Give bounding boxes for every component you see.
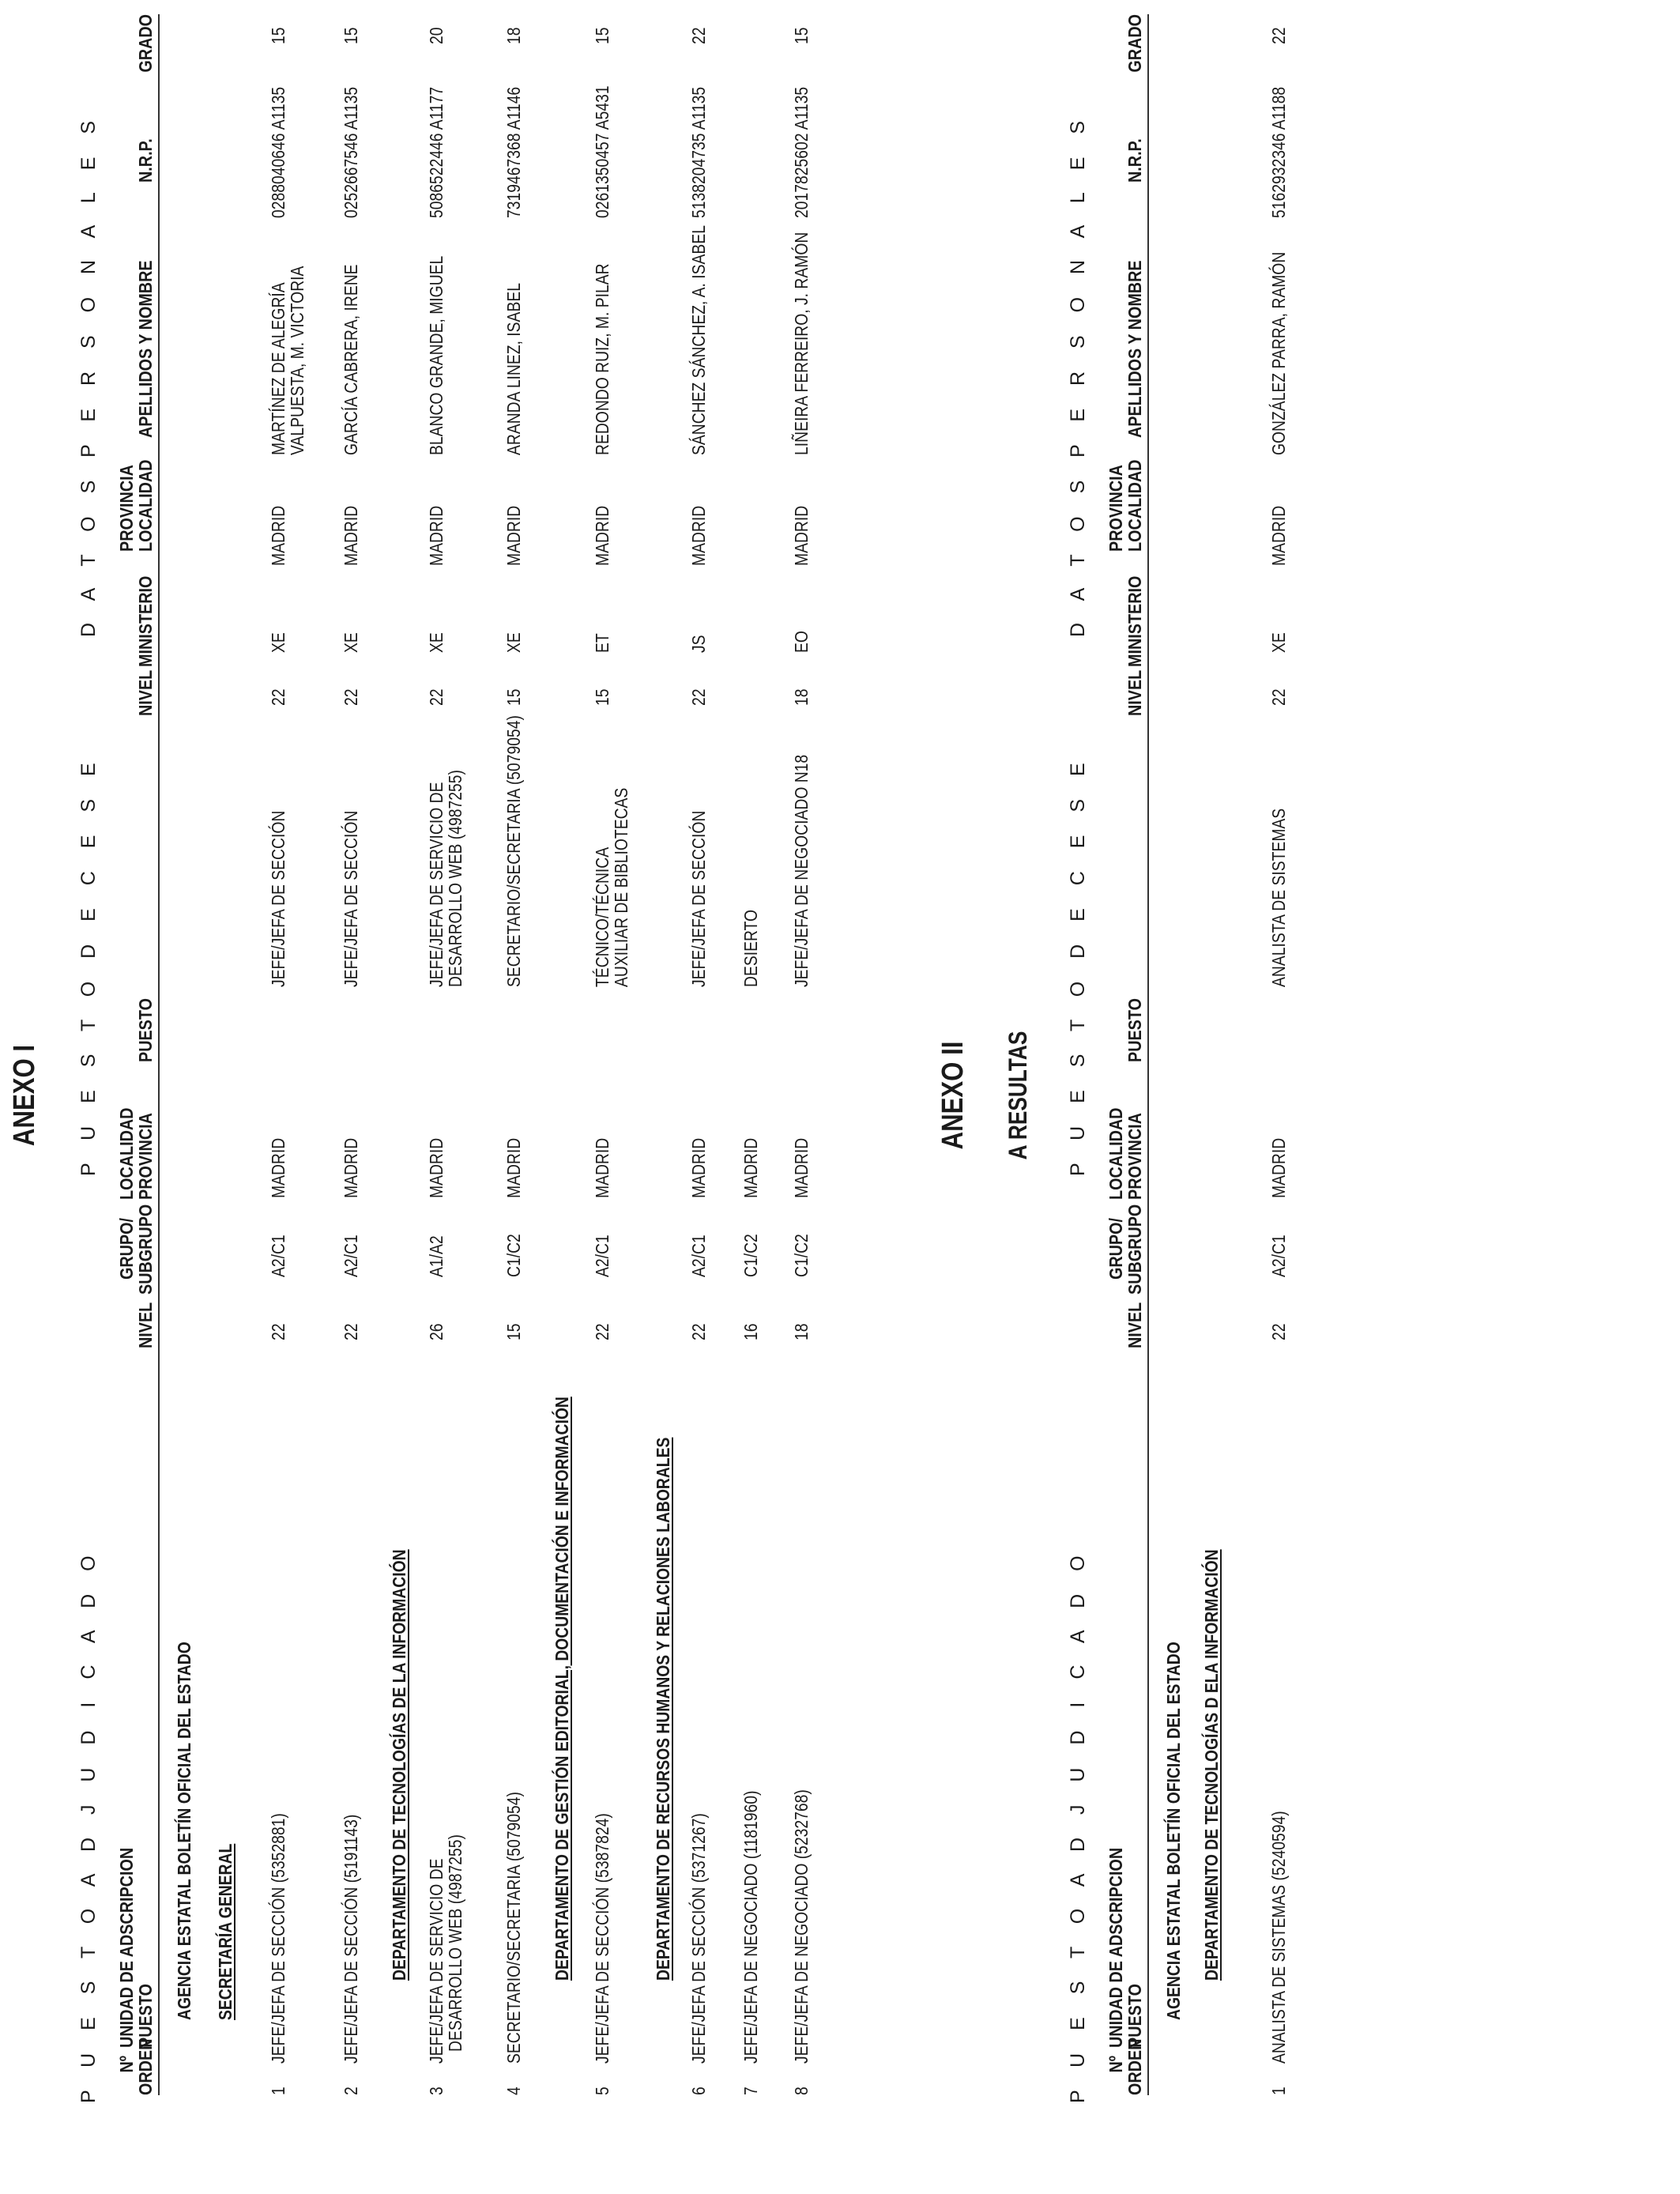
- row-puesto: JEFE/JEFA DE SECCIÓN (5352881): [268, 1813, 288, 2064]
- row-puesto-2: DESARROLLO WEB (4987255): [445, 1834, 465, 2052]
- row-localidad: MADRID: [426, 1137, 446, 1198]
- row-localidad: MADRID: [268, 1137, 288, 1198]
- hdr-localidad-b: PROVINCIA: [135, 1113, 156, 1200]
- hdr2-grupo-a: GRUPO/: [1106, 1218, 1126, 1280]
- hdr-apellidos: APELLIDOS Y NOMBRE: [135, 260, 156, 438]
- annex1-header-rule: [158, 14, 160, 2095]
- row-nivel-cese: 22: [426, 688, 446, 706]
- row-ministerio: EO: [791, 631, 812, 653]
- annex2-group-puesto-adjudicado: P U E S T O A D J U D I C A D O: [1067, 1547, 1089, 2103]
- row-orden: 4: [503, 2087, 524, 2095]
- row-grupo: A2/C1: [592, 1235, 612, 1277]
- hdr2-unidad-b: PUESTO: [1124, 1984, 1145, 2048]
- row-orden: 2: [341, 2087, 361, 2095]
- annex2-dept: DEPARTAMENTO DE TECNOLOGÍAS D ELA INFORMACIÓN: [1201, 1549, 1222, 1981]
- row-orden: 6: [688, 2087, 709, 2095]
- row-provincia: MADRID: [592, 505, 612, 566]
- hdr2-grupo-b: SUBGRUPO: [1124, 1204, 1145, 1295]
- row-orden: 8: [791, 2087, 812, 2095]
- row-localidad: MADRID: [592, 1137, 612, 1198]
- row-grupo: A2/C1: [1268, 1235, 1289, 1277]
- hdr-nrp: N.R.P.: [135, 138, 156, 183]
- row-puesto-cese-2: AUXILIAR DE BIBLIOTECAS: [611, 787, 631, 987]
- row-ministerio: XE: [426, 632, 446, 653]
- annex1-group-puesto-cese: P U E S T O D E C E S E: [77, 754, 100, 1176]
- row-puesto-cese: JEFE/JEFA DE SECCIÓN: [341, 810, 361, 987]
- hdr-orden-b: ORDEN: [135, 2038, 156, 2095]
- hdr2-nivel: NIVEL: [1124, 1302, 1145, 1348]
- row-nrp: 5138204735 A1135: [688, 86, 709, 218]
- row-nivel-cese: 22: [1268, 688, 1289, 706]
- row-nivel-cese: 15: [503, 688, 524, 706]
- row-provincia: MADRID: [341, 505, 361, 566]
- row-nivel: 22: [1268, 1323, 1289, 1340]
- annex1-secretaria-general: SECRETARÍA GENERAL: [215, 1843, 235, 2020]
- hdr-grado: GRADO: [135, 14, 156, 73]
- row-nrp: 0261350457 A5431: [592, 85, 612, 218]
- row-orden: 1: [1268, 2087, 1289, 2095]
- annex2-group-datos-personales: D A T O S P E R S O N A L E S: [1067, 111, 1089, 637]
- row-puesto: JEFE/JEFA DE SERVICIO DE: [426, 1858, 446, 2064]
- row-localidad: MADRID: [1268, 1137, 1289, 1198]
- annex1-dept-tecnologias: DEPARTAMENTO DE TECNOLOGÍAS DE LA INFORMACIÓN: [389, 1549, 409, 1981]
- hdr-puesto: PUESTO: [135, 998, 156, 1062]
- row-nombre: GONZÁLEZ PARRA, RAMÓN: [1268, 251, 1289, 455]
- row-nrp: 2017825602 A1135: [791, 86, 812, 218]
- row-provincia: MADRID: [791, 505, 812, 566]
- annex2-agency: AGENCIA ESTATAL BOLETÍN OFICIAL DEL ESTADO: [1163, 1642, 1184, 2020]
- hdr2-ministerio: MINISTERIO: [1124, 575, 1145, 667]
- row-localidad: MADRID: [503, 1137, 524, 1198]
- row-puesto: JEFE/JEFA DE NEGOCIADO (1181960): [740, 1790, 761, 2064]
- row-puesto-cese: SECRETARIO/SECRETARIA (5079054): [503, 715, 524, 987]
- row-grupo: C1/C2: [503, 1234, 524, 1277]
- hdr2-provincia-a: PROVINCIA: [1106, 465, 1126, 552]
- hdr-nivel-cese: NIVEL: [135, 669, 156, 716]
- row-puesto-cese: JEFE/JEFA DE SECCIÓN: [688, 810, 709, 987]
- row-grado: 22: [688, 27, 709, 44]
- row-nivel: 18: [791, 1323, 812, 1340]
- row-nombre: MARTÍNEZ DE ALEGRÍA: [268, 282, 288, 455]
- hdr2-grado: GRADO: [1124, 14, 1145, 73]
- row-puesto-cese: JEFE/JEFA DE SERVICIO DE: [426, 782, 446, 987]
- row-grado: 22: [1268, 27, 1289, 44]
- row-nombre: LIÑEIRA FERREIRO, J. RAMÓN: [791, 232, 812, 455]
- hdr2-provincia-b: LOCALIDAD: [1124, 459, 1145, 552]
- row-orden: 5: [592, 2087, 612, 2095]
- hdr2-unidad-a: UNIDAD DE ADSCRIPCION: [1106, 1847, 1126, 2048]
- annex1-dept-rrhh: DEPARTAMENTO DE RECURSOS HUMANOS Y RELACIONES LABORALES: [653, 1437, 673, 1981]
- hdr-unidad-a: UNIDAD DE ADSCRIPCION: [116, 1847, 137, 2048]
- row-nrp: 5086522446 A1177: [426, 86, 446, 218]
- hdr2-apellidos: APELLIDOS Y NOMBRE: [1124, 260, 1145, 438]
- hdr2-localidad-a: LOCALIDAD: [1106, 1107, 1126, 1200]
- row-grado: 15: [341, 27, 361, 44]
- row-puesto: SECRETARIO/SECRETARIA (5079054): [503, 1792, 524, 2064]
- annex1-title: ANEXO I: [8, 1044, 41, 1147]
- row-provincia: MADRID: [268, 505, 288, 566]
- row-nrp: 0252667546 A1135: [341, 86, 361, 218]
- annex2-title: ANEXO II: [936, 1041, 970, 1150]
- row-nivel: 22: [688, 1323, 709, 1340]
- row-nrp: 7319467368 A1146: [503, 86, 524, 218]
- row-orden: 1: [268, 2087, 288, 2095]
- row-ministerio: XE: [1268, 632, 1289, 653]
- row-puesto-cese: JEFE/JEFA DE NEGOCIADO N18: [791, 754, 812, 987]
- row-nivel-cese: 18: [791, 688, 812, 706]
- row-nivel: 22: [341, 1323, 361, 1340]
- row-nivel-cese: 22: [268, 688, 288, 706]
- row-grupo: A2/C1: [688, 1235, 709, 1277]
- row-nombre: ARANDA LINEZ, ISABEL: [503, 283, 524, 455]
- annex1-dept-gestion: DEPARTAMENTO DE GESTIÓN EDITORIAL, DOCUMENTACIÓN E INFORMACIÓN: [552, 1397, 572, 1981]
- annex2-subtitle: A RESULTAS: [1004, 1031, 1032, 1160]
- row-puesto: ANALISTA DE SISTEMAS (5240594): [1268, 1811, 1289, 2064]
- row-nivel: 15: [503, 1323, 524, 1340]
- row-localidad: MADRID: [688, 1137, 709, 1198]
- row-ministerio: XE: [268, 632, 288, 653]
- hdr-provincia-b: LOCALIDAD: [135, 459, 156, 552]
- row-puesto: JEFE/JEFA DE SECCIÓN (5191143): [341, 1814, 361, 2064]
- row-grado: 15: [268, 27, 288, 44]
- row-nrp: 5162932346 A1188: [1268, 86, 1289, 218]
- row-provincia: MADRID: [503, 505, 524, 566]
- hdr-grupo-a: GRUPO/: [116, 1218, 137, 1280]
- hdr-orden-a: Nº: [116, 2056, 137, 2073]
- row-orden: 3: [426, 2087, 446, 2095]
- hdr-provincia-a: PROVINCIA: [116, 465, 137, 552]
- row-nombre: GARCÍA CABRERA, IRENE: [341, 264, 361, 455]
- row-nivel: 16: [740, 1323, 761, 1340]
- row-puesto-cese: DESIERTO: [740, 909, 761, 987]
- annex2-group-puesto-cese: P U E S T O D E C E S E: [1067, 754, 1089, 1176]
- row-grupo: A2/C1: [268, 1235, 288, 1277]
- row-grupo: A1/A2: [426, 1235, 446, 1277]
- row-nombre: REDONDO RUIZ, M. PILAR: [592, 263, 612, 455]
- row-grupo: C1/C2: [791, 1234, 812, 1277]
- hdr2-puesto: PUESTO: [1124, 998, 1145, 1062]
- hdr2-orden-b: ORDEN: [1124, 2038, 1145, 2095]
- row-nivel: 22: [268, 1323, 288, 1340]
- row-ministerio: XE: [341, 632, 361, 653]
- annex1-agency: AGENCIA ESTATAL BOLETÍN OFICIAL DEL ESTADO: [174, 1642, 194, 2020]
- row-nivel-cese: 22: [341, 688, 361, 706]
- row-puesto: JEFE/JEFA DE SECCIÓN (5371267): [688, 1813, 709, 2064]
- annex1-group-datos-personales: D A T O S P E R S O N A L E S: [77, 111, 100, 637]
- row-provincia: MADRID: [1268, 505, 1289, 566]
- hdr-grupo-b: SUBGRUPO: [135, 1204, 156, 1295]
- row-puesto-cese-2: DESARROLLO WEB (4987255): [445, 770, 465, 987]
- row-nombre-2: VALPUESTA, M. VICTORIA: [287, 266, 307, 455]
- row-orden: 7: [740, 2087, 761, 2095]
- hdr2-orden-a: Nº: [1106, 2056, 1126, 2073]
- row-nrp: 0288040646 A1135: [268, 86, 288, 218]
- row-nivel-cese: 22: [688, 688, 709, 706]
- row-provincia: MADRID: [688, 505, 709, 566]
- hdr2-localidad-b: PROVINCIA: [1124, 1113, 1145, 1200]
- row-puesto-cese: TÉCNICO/TÉCNICA: [592, 846, 612, 987]
- hdr-localidad-a: LOCALIDAD: [116, 1107, 137, 1200]
- row-nombre: SÁNCHEZ SÁNCHEZ, A. ISABEL: [688, 225, 709, 455]
- row-puesto: JEFE/JEFA DE SECCIÓN (5387824): [592, 1813, 612, 2064]
- row-grupo: C1/C2: [740, 1234, 761, 1277]
- row-puesto-cese: ANALISTA DE SISTEMAS: [1268, 808, 1289, 987]
- row-ministerio: ET: [592, 633, 612, 653]
- row-ministerio: XE: [503, 632, 524, 653]
- annex2-header-rule: [1147, 14, 1149, 2095]
- row-grado: 20: [426, 27, 446, 44]
- row-puesto-cese: JEFE/JEFA DE SECCIÓN: [268, 810, 288, 987]
- row-localidad: MADRID: [740, 1137, 761, 1198]
- row-localidad: MADRID: [341, 1137, 361, 1198]
- row-nombre: BLANCO GRANDE, MIGUEL: [426, 255, 446, 455]
- row-grado: 15: [791, 27, 812, 44]
- row-grupo: A2/C1: [341, 1235, 361, 1277]
- hdr-ministerio: MINISTERIO: [135, 575, 156, 667]
- row-nivel-cese: 15: [592, 688, 612, 706]
- annex1-group-puesto-adjudicado: P U E S T O A D J U D I C A D O: [77, 1547, 100, 2103]
- row-grado: 18: [503, 27, 524, 44]
- row-nivel: 26: [426, 1323, 446, 1340]
- hdr-nivel: NIVEL: [135, 1302, 156, 1348]
- hdr2-nivel-cese: NIVEL: [1124, 669, 1145, 716]
- row-puesto: JEFE/JEFA DE NEGOCIADO (5232768): [791, 1789, 812, 2064]
- hdr-unidad-b: PUESTO: [135, 1984, 156, 2048]
- row-provincia: MADRID: [426, 505, 446, 566]
- hdr2-nrp: N.R.P.: [1124, 138, 1145, 183]
- row-ministerio: JS: [688, 635, 709, 653]
- row-grado: 15: [592, 27, 612, 44]
- row-localidad: MADRID: [791, 1137, 812, 1198]
- row-nivel: 22: [592, 1323, 612, 1340]
